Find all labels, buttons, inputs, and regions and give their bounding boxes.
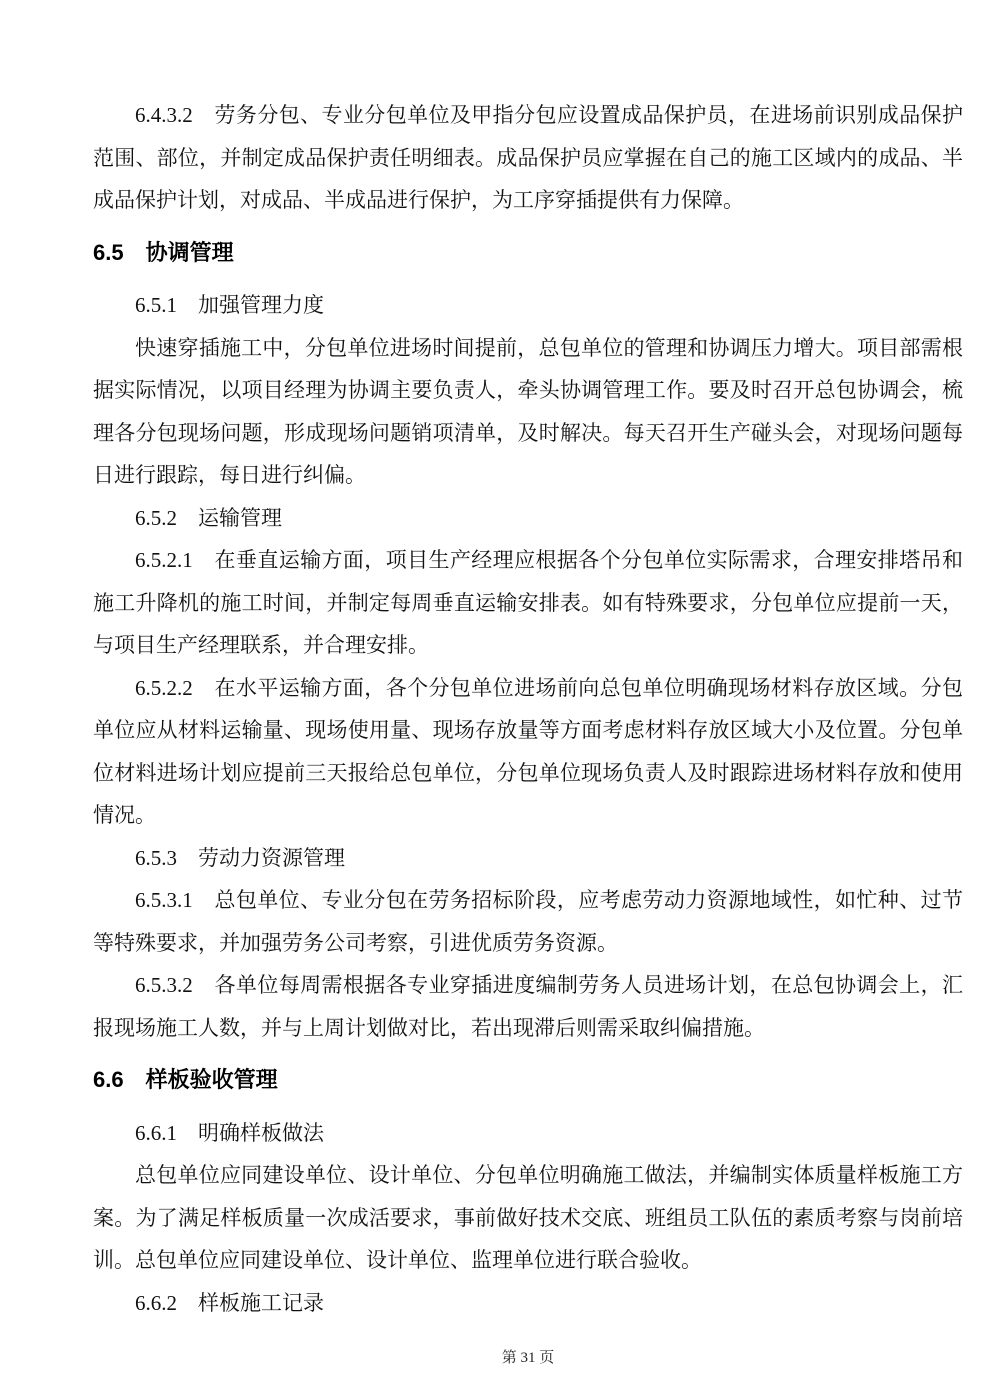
subsection-title-6-5-1: 6.5.1 加强管理力度 [135,293,324,317]
subsection-title-6-6-1: 6.6.1 明确样板做法 [135,1120,324,1145]
paragraph-6-5-2-2: 6.5.2.2 在水平运输方面，各个分包单位进场前向总包单位明确现场材料存放区域。分包单位应从材料运输量、现场使用量、现场存放量等方面考虑材料存放区域大小及位置。分包单位材料进场计划应提前三天报给总包单位，分包单位现场负责人及时跟踪进场材料存放和使用情况。 [93,675,963,827]
section-heading-6-6: 6.6 样板验收管理 [93,1067,278,1092]
paragraph-6-6-1-body: 总包单位应同建设单位、设计单位、分包单位明确施工做法，并编制实体质量样板施工方案。为了满足样板质量一次成活要求，事前做好技术交底、班组员工队伍的素质考察与岗前培训。总包单位应同建设单位、设计单位、监理单位进行联合验收。 [93,1163,963,1272]
subsection-title-6-6-2: 6.6.2 样板施工记录 [135,1290,324,1315]
subsection-title-6-5-3: 6.5.3 劳动力资源管理 [135,845,345,870]
subsection-title-6-5-2: 6.5.2 运输管理 [135,505,282,530]
section-heading-6-5: 6.5 协调管理 [93,239,234,265]
paragraph-6-5-3-2: 6.5.3.2 各单位每周需根据各专业穿插进度编制劳务人员进场计划，在总包协调会上，汇报现场施工人数，并与上周计划做对比，若出现滞后则需采取纠偏措施。 [93,973,963,1040]
paragraph-6-4-3-2: 6.4.3.2 劳务分包、专业分包单位及甲指分包应设置成品保护员，在进场前识别成品保护范围、部位，并制定成品保护责任明细表。成品保护员应掌握在自己的施工区域内的成品、半成品保护计划，对成品、半成品进行保护，为工序穿插提供有力保障。 [93,103,963,212]
paragraph-6-5-1-body: 快速穿插施工中，分包单位进场时间提前，总包单位的管理和协调压力增大。项目部需根据实际情况，以项目经理为协调主要负责人，牵头协调管理工作。要及时召开总包协调会，梳理各分包现场问题，形成现场问题销项清单，及时解决。每天召开生产碰头会，对现场问题每日进行跟踪，每日进行纠偏。 [93,335,963,487]
page-number: 第 31 页 [501,1350,555,1366]
paragraph-6-5-3-1: 6.5.3.1 总包单位、专业分包在劳务招标阶段，应考虑劳动力资源地域性，如忙种、过节等特殊要求，并加强劳务公司考察，引进优质劳务资源。 [93,888,963,955]
paragraph-6-5-2-1: 6.5.2.1 在垂直运输方面，项目生产经理应根据各个分包单位实际需求，合理安排塔吊和施工升降机的施工时间，并制定每周垂直运输安排表。如有特殊要求，分包单位应提前一天，与项目生产经理联系，并合理安排。 [93,548,963,657]
